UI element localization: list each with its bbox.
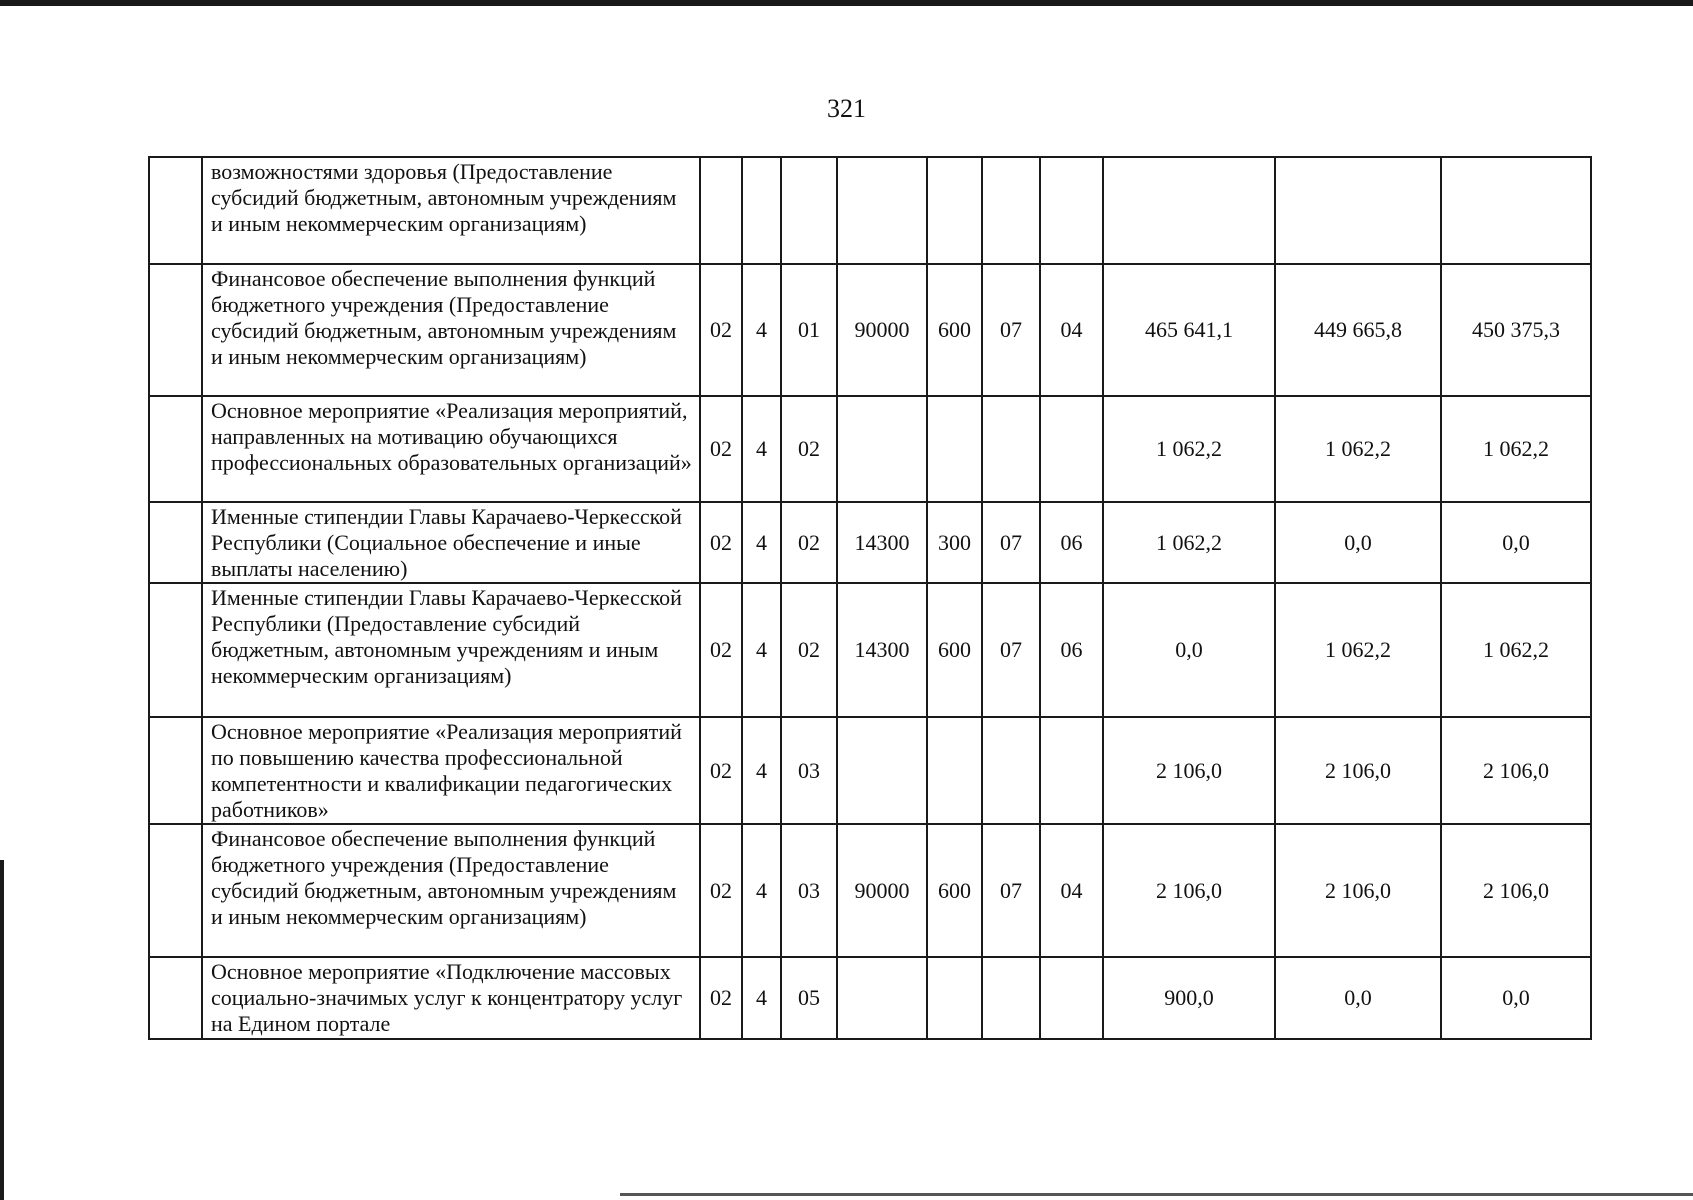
measure-code-cell: 03 [781, 824, 837, 957]
program-code-cell: 02 [700, 396, 742, 502]
row-number-cell [149, 502, 202, 583]
expense-type-code-cell: 600 [927, 583, 982, 717]
row-number-cell [149, 157, 202, 264]
amount-year-3-cell: 1 062,2 [1441, 583, 1591, 717]
item-name-cell: Финансовое обеспечение выполнения функций бюджетного учреждения (Предоставление субсидий бюджетным, автономным учреждениям и иным некоммерческим организациям) [202, 824, 700, 957]
expense-type-code-cell: 600 [927, 264, 982, 396]
table-row [149, 157, 1591, 264]
row-number-cell [149, 396, 202, 502]
subsection-code-cell: 04 [1040, 264, 1103, 396]
item-name-cell: Основное мероприятие «Подключение массовых социально-значимых услуг к концентратору услуг на Едином портале [202, 957, 700, 1039]
item-name-cell: Основное мероприятие «Реализация мероприятий, направленных на мотивацию обучающихся профессиональных образовательных организаций» [202, 396, 700, 502]
program-code-cell: 02 [700, 824, 742, 957]
section-code-cell: 07 [982, 264, 1040, 396]
section-code-cell [982, 717, 1040, 824]
subprogram-code-cell: 4 [742, 396, 781, 502]
table-row [149, 502, 1591, 583]
direction-code-cell: 14300 [837, 583, 927, 717]
measure-code-cell: 02 [781, 502, 837, 583]
subprogram-code-cell: 4 [742, 717, 781, 824]
amount-year-1-cell: 0,0 [1103, 583, 1275, 717]
section-code-cell [982, 157, 1040, 264]
item-name-cell: Именные стипендии Главы Карачаево-Черкесской Республики (Предоставление субсидий бюджетным, автономным учреждениям и иным некоммерческим организациям) [202, 583, 700, 717]
item-name-cell: Именные стипендии Главы Карачаево-Черкесской Республики (Социальное обеспечение и иные выплаты населению) [202, 502, 700, 583]
expense-type-code-cell [927, 957, 982, 1039]
table-row [149, 957, 1591, 1039]
subprogram-code-cell: 4 [742, 824, 781, 957]
subprogram-code-cell: 4 [742, 957, 781, 1039]
amount-year-3-cell [1441, 157, 1591, 264]
item-name-cell: Основное мероприятие «Реализация мероприятий по повышению качества профессиональной компетентности и квалификации педагогических работников» [202, 717, 700, 824]
measure-code-cell: 03 [781, 717, 837, 824]
expense-type-code-cell [927, 157, 982, 264]
direction-code-cell [837, 157, 927, 264]
row-number-cell [149, 957, 202, 1039]
program-code-cell [700, 157, 742, 264]
amount-year-2-cell: 1 062,2 [1275, 396, 1441, 502]
amount-year-3-cell: 450 375,3 [1441, 264, 1591, 396]
amount-year-2-cell: 1 062,2 [1275, 583, 1441, 717]
section-code-cell: 07 [982, 583, 1040, 717]
amount-year-3-cell: 0,0 [1441, 502, 1591, 583]
scan-edge-left [0, 860, 4, 1200]
direction-code-cell [837, 717, 927, 824]
row-number-cell [149, 583, 202, 717]
page-number: 321 [827, 94, 866, 123]
direction-code-cell [837, 957, 927, 1039]
direction-code-cell [837, 396, 927, 502]
program-code-cell: 02 [700, 717, 742, 824]
table-row [149, 717, 1591, 824]
amount-year-1-cell: 900,0 [1103, 957, 1275, 1039]
amount-year-2-cell: 2 106,0 [1275, 717, 1441, 824]
program-code-cell: 02 [700, 583, 742, 717]
amount-year-2-cell: 0,0 [1275, 502, 1441, 583]
program-code-cell: 02 [700, 264, 742, 396]
expense-type-code-cell [927, 396, 982, 502]
measure-code-cell: 02 [781, 583, 837, 717]
table-row [149, 583, 1591, 717]
row-number-cell [149, 824, 202, 957]
direction-code-cell: 14300 [837, 502, 927, 583]
item-name-cell: Финансовое обеспечение выполнения функций бюджетного учреждения (Предоставление субсидий бюджетным, автономным учреждениям и иным некоммерческим организациям) [202, 264, 700, 396]
amount-year-1-cell: 2 106,0 [1103, 824, 1275, 957]
amount-year-1-cell [1103, 157, 1275, 264]
subprogram-code-cell: 4 [742, 264, 781, 396]
amount-year-1-cell: 2 106,0 [1103, 717, 1275, 824]
scan-edge-bottom [620, 1193, 1693, 1196]
amount-year-1-cell: 465 641,1 [1103, 264, 1275, 396]
subsection-code-cell [1040, 957, 1103, 1039]
section-code-cell: 07 [982, 502, 1040, 583]
amount-year-2-cell: 0,0 [1275, 957, 1441, 1039]
budget-table [148, 156, 1592, 1040]
expense-type-code-cell: 300 [927, 502, 982, 583]
expense-type-code-cell [927, 717, 982, 824]
amount-year-3-cell: 2 106,0 [1441, 824, 1591, 957]
expense-type-code-cell: 600 [927, 824, 982, 957]
section-code-cell [982, 396, 1040, 502]
row-number-cell [149, 264, 202, 396]
amount-year-1-cell: 1 062,2 [1103, 502, 1275, 583]
amount-year-3-cell: 2 106,0 [1441, 717, 1591, 824]
table-row [149, 824, 1591, 957]
subsection-code-cell: 04 [1040, 824, 1103, 957]
subprogram-code-cell: 4 [742, 583, 781, 717]
direction-code-cell: 90000 [837, 824, 927, 957]
table-row [149, 396, 1591, 502]
program-code-cell: 02 [700, 502, 742, 583]
measure-code-cell: 05 [781, 957, 837, 1039]
direction-code-cell: 90000 [837, 264, 927, 396]
section-code-cell [982, 957, 1040, 1039]
amount-year-2-cell: 2 106,0 [1275, 824, 1441, 957]
measure-code-cell: 01 [781, 264, 837, 396]
measure-code-cell: 02 [781, 396, 837, 502]
subsection-code-cell: 06 [1040, 502, 1103, 583]
table-row [149, 264, 1591, 396]
subprogram-code-cell [742, 157, 781, 264]
amount-year-3-cell: 1 062,2 [1441, 396, 1591, 502]
subsection-code-cell [1040, 157, 1103, 264]
amount-year-1-cell: 1 062,2 [1103, 396, 1275, 502]
row-number-cell [149, 717, 202, 824]
item-name-cell: возможностями здоровья (Предоставление субсидий бюджетным, автономным учреждениям и иным некоммерческим организациям) [202, 157, 700, 264]
subsection-code-cell: 06 [1040, 583, 1103, 717]
subsection-code-cell [1040, 396, 1103, 502]
table-body [149, 157, 1591, 1039]
measure-code-cell [781, 157, 837, 264]
amount-year-2-cell: 449 665,8 [1275, 264, 1441, 396]
amount-year-3-cell: 0,0 [1441, 957, 1591, 1039]
program-code-cell: 02 [700, 957, 742, 1039]
subsection-code-cell [1040, 717, 1103, 824]
amount-year-2-cell [1275, 157, 1441, 264]
subprogram-code-cell: 4 [742, 502, 781, 583]
section-code-cell: 07 [982, 824, 1040, 957]
scan-edge-top [0, 0, 1693, 6]
